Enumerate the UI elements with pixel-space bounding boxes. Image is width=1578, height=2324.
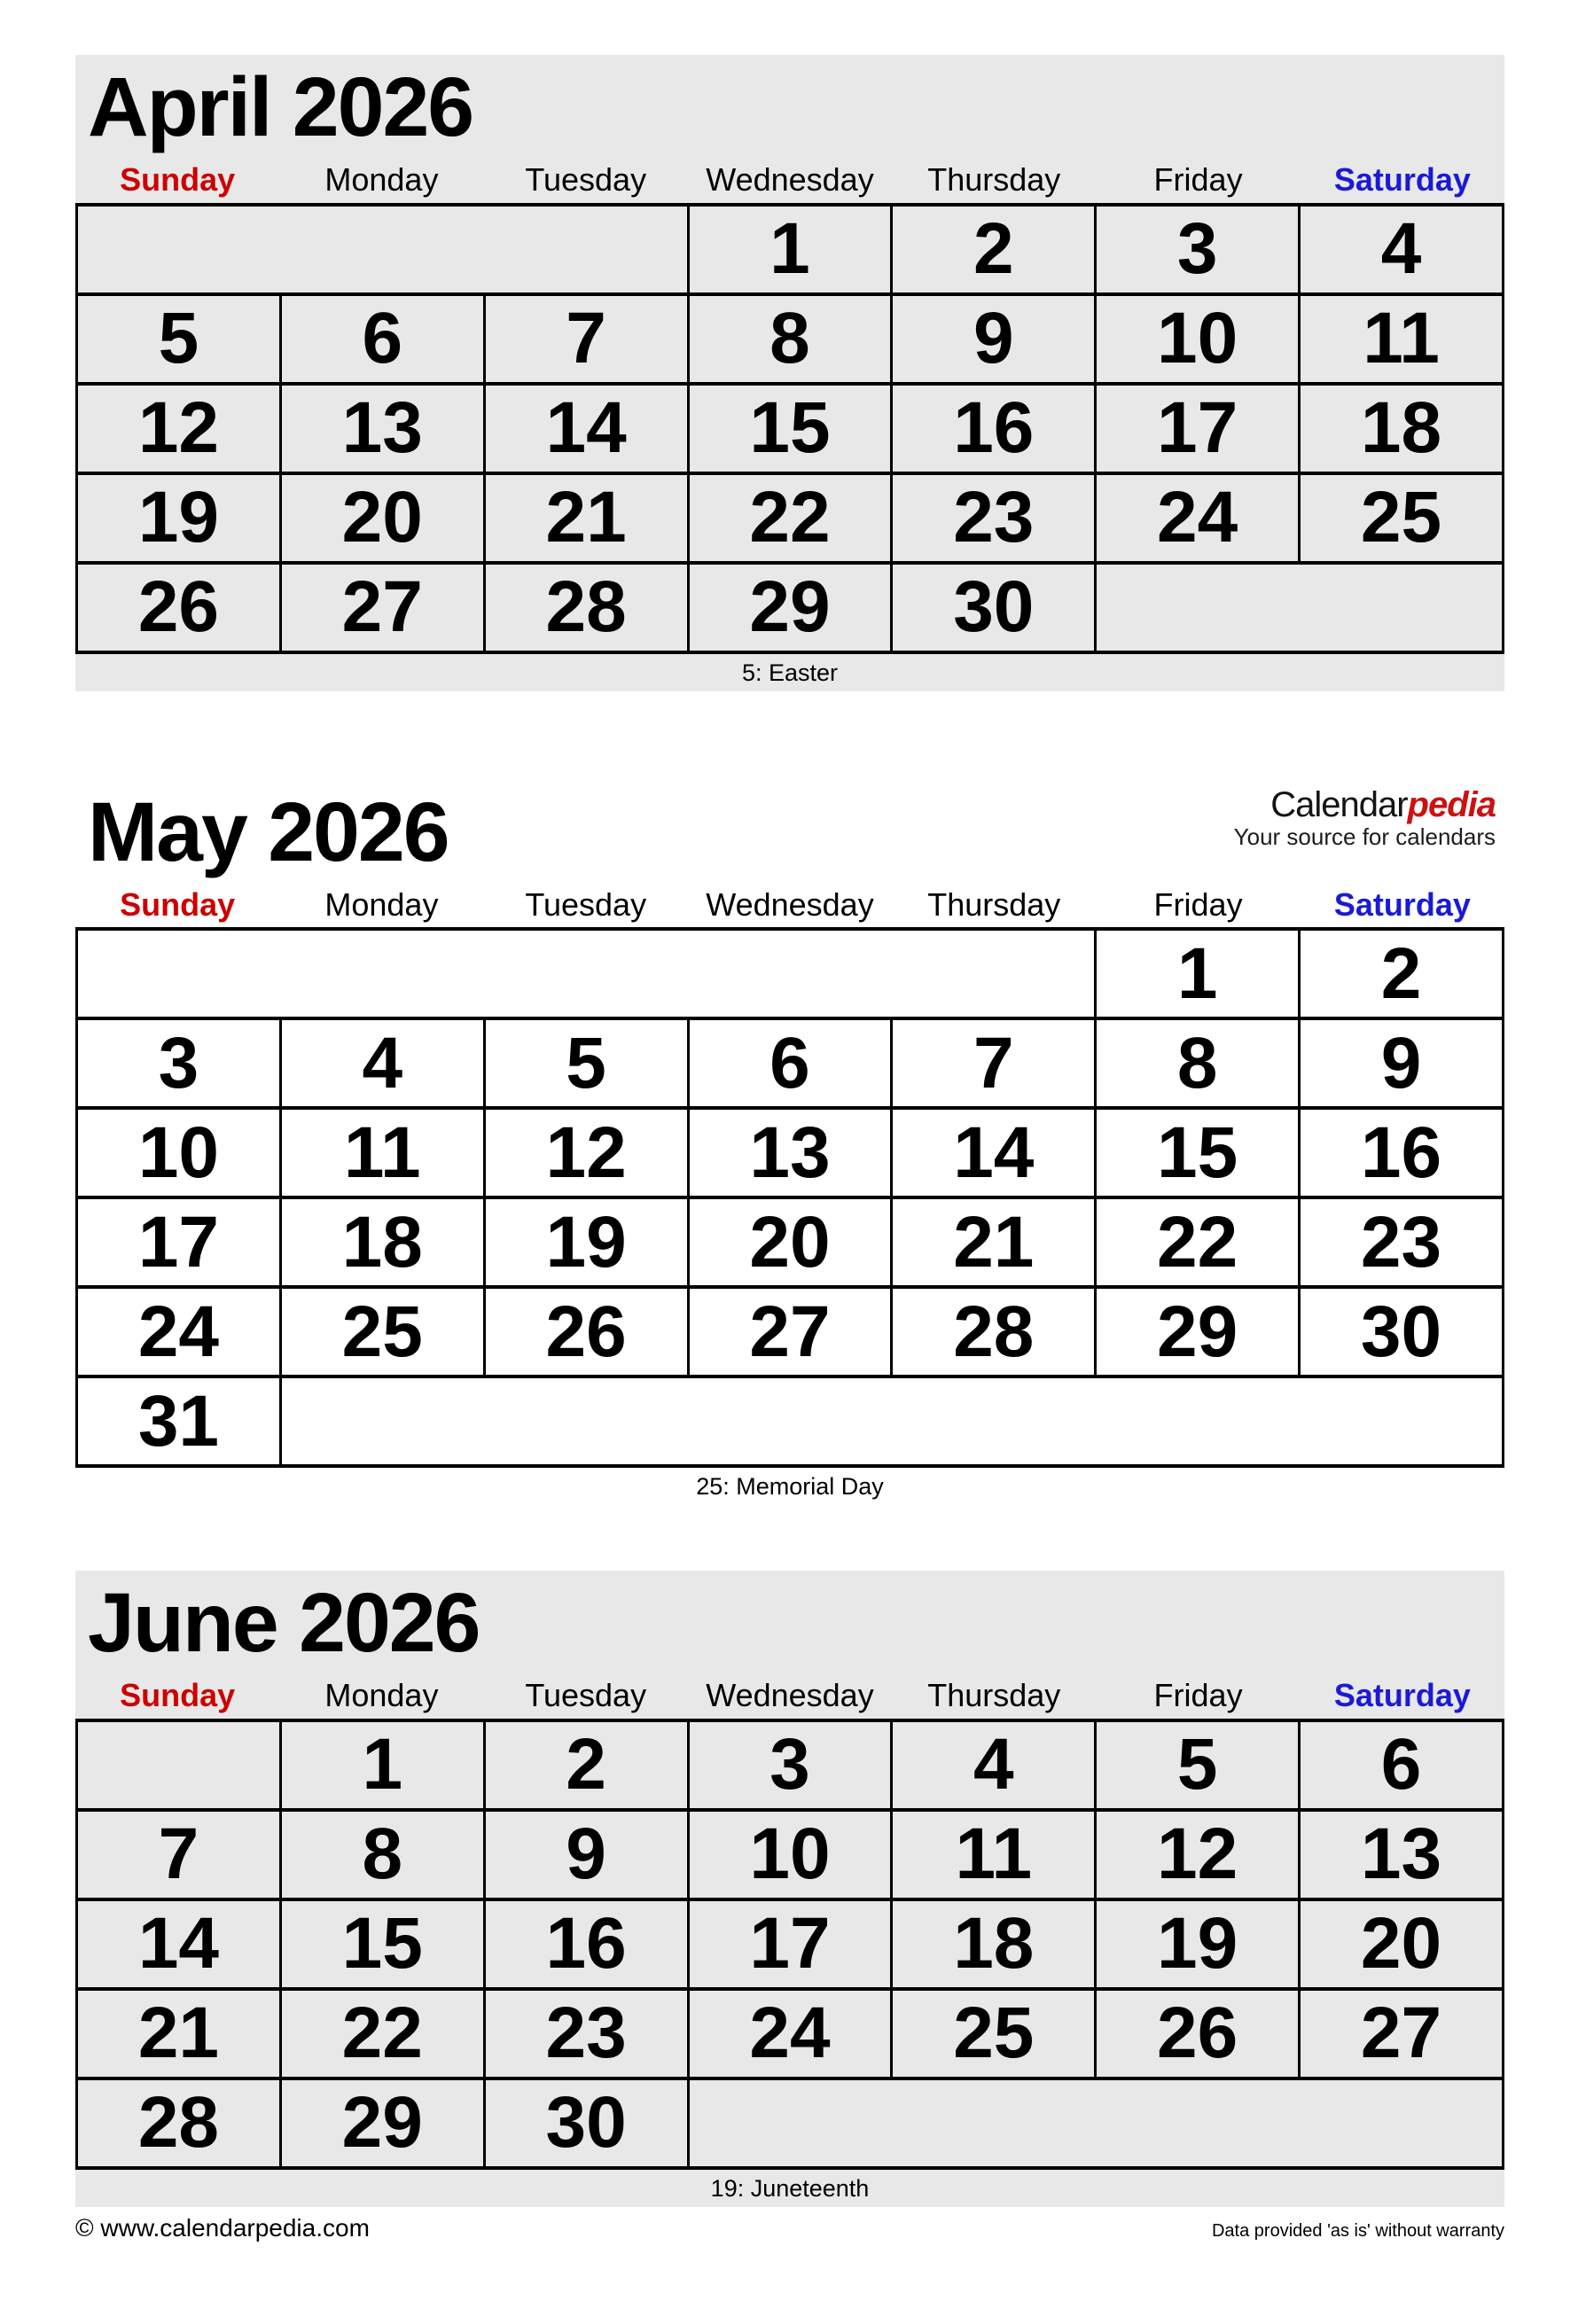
week-row xyxy=(77,1720,1504,1810)
empty-cell xyxy=(280,1376,1503,1466)
weekday-wednesday: Wednesday xyxy=(706,161,874,198)
week-row xyxy=(77,1899,1504,1989)
weekday-monday: Monday xyxy=(324,1677,439,1714)
day-cell: 29 xyxy=(280,2078,484,2168)
day-cell: 9 xyxy=(1300,1018,1504,1108)
day-cell: 24 xyxy=(688,1989,892,2078)
week-row xyxy=(77,2078,1504,2168)
weekday-thursday: Thursday xyxy=(927,1677,1061,1714)
day-cell: 9 xyxy=(484,1810,688,1899)
day-cell: 17 xyxy=(688,1899,892,1989)
week-row xyxy=(77,1197,1504,1287)
weekday-sunday: Sunday xyxy=(120,161,236,198)
logo-wordmark xyxy=(1234,784,1496,824)
weekday-thursday: Thursday xyxy=(927,161,1061,198)
day-cell: 4 xyxy=(892,1720,1096,1810)
day-cell: 22 xyxy=(280,1989,484,2078)
day-cell: 14 xyxy=(77,1899,281,1989)
day-cell: 8 xyxy=(1096,1018,1300,1108)
day-cell: 19 xyxy=(1096,1899,1300,1989)
day-cell: 4 xyxy=(1300,205,1504,294)
day-cell: 18 xyxy=(280,1197,484,1287)
weekday-monday: Monday xyxy=(324,885,439,923)
weekday-header xyxy=(75,1678,1504,1719)
day-cell: 6 xyxy=(1300,1720,1504,1810)
day-cell: 12 xyxy=(484,1108,688,1197)
day-cell: 27 xyxy=(1300,1989,1504,2078)
day-cell: 13 xyxy=(1300,1810,1504,1899)
day-cell: 7 xyxy=(484,294,688,384)
day-cell: 29 xyxy=(1096,1287,1300,1376)
weekday-tuesday: Tuesday xyxy=(525,885,647,923)
day-cell: 13 xyxy=(688,1108,892,1197)
day-cell: 25 xyxy=(892,1989,1096,2078)
day-cell: 21 xyxy=(77,1989,281,2078)
day-cell: 8 xyxy=(280,1810,484,1899)
day-cell: 6 xyxy=(280,294,484,384)
weekday-tuesday: Tuesday xyxy=(525,1677,647,1714)
day-cell: 12 xyxy=(1096,1810,1300,1899)
day-cell: 24 xyxy=(77,1287,281,1376)
day-cell: 1 xyxy=(688,205,892,294)
month-grid-april xyxy=(75,203,1504,654)
day-cell: 13 xyxy=(280,384,484,473)
day-cell: 25 xyxy=(280,1287,484,1376)
day-cell: 1 xyxy=(1096,929,1300,1018)
day-cell: 1 xyxy=(280,1720,484,1810)
day-cell: 14 xyxy=(892,1108,1096,1197)
day-cell: 5 xyxy=(1096,1720,1300,1810)
day-cell: 18 xyxy=(1300,384,1504,473)
day-cell: 3 xyxy=(1096,205,1300,294)
month-section-june xyxy=(75,1571,1504,2207)
day-cell: 3 xyxy=(77,1018,281,1108)
month-title-may: May 2026 xyxy=(88,784,449,879)
calendarpedia-logo[interactable] xyxy=(1233,784,1496,850)
week-row xyxy=(77,1376,1504,1466)
holiday-note-may: 25: Memorial Day xyxy=(696,1473,884,1501)
weekday-wednesday: Wednesday xyxy=(706,1677,874,1714)
day-cell: 20 xyxy=(1300,1899,1504,1989)
holiday-note-april: 5: Easter xyxy=(741,659,839,686)
weekday-tuesday: Tuesday xyxy=(525,161,647,198)
day-cell: 3 xyxy=(688,1720,892,1810)
day-cell: 23 xyxy=(892,473,1096,563)
empty-cell xyxy=(1096,563,1504,652)
day-cell: 27 xyxy=(280,563,484,652)
day-cell: 30 xyxy=(1300,1287,1504,1376)
holiday-note-june: 19: Juneteenth xyxy=(710,2174,870,2202)
day-cell: 26 xyxy=(77,563,281,652)
day-cell: 31 xyxy=(77,1376,281,1466)
day-cell: 7 xyxy=(892,1018,1096,1108)
day-cell: 11 xyxy=(280,1108,484,1197)
week-row xyxy=(77,205,1504,294)
weekday-wednesday: Wednesday xyxy=(706,885,874,923)
weekday-friday: Friday xyxy=(1153,885,1243,923)
week-row xyxy=(77,473,1504,563)
day-cell: 5 xyxy=(77,294,281,384)
day-cell: 16 xyxy=(484,1899,688,1989)
weekday-saturday: Saturday xyxy=(1333,161,1471,198)
week-row xyxy=(77,294,1504,384)
empty-cell xyxy=(77,205,689,294)
weekday-header xyxy=(75,162,1504,203)
month-title-june: June 2026 xyxy=(88,1576,480,1671)
day-cell: 12 xyxy=(77,384,281,473)
day-cell: 30 xyxy=(484,2078,688,2168)
day-cell: 22 xyxy=(688,473,892,563)
day-cell: 10 xyxy=(1096,294,1300,384)
month-title-april: April 2026 xyxy=(88,60,473,154)
month-section-may xyxy=(75,780,1504,1506)
logo-brand-suffix: pedia xyxy=(1407,784,1496,824)
day-cell: 15 xyxy=(1096,1108,1300,1197)
day-cell: 9 xyxy=(892,294,1096,384)
week-row xyxy=(77,384,1504,473)
weekday-sunday: Sunday xyxy=(120,885,236,923)
day-cell: 8 xyxy=(688,294,892,384)
weekday-header xyxy=(75,887,1504,928)
logo-tagline: Your source for calendars xyxy=(1233,823,1496,850)
day-cell: 6 xyxy=(688,1018,892,1108)
day-cell: 15 xyxy=(688,384,892,473)
week-row xyxy=(77,1108,1504,1197)
day-cell: 5 xyxy=(484,1018,688,1108)
month-grid-june xyxy=(75,1719,1504,2170)
day-cell: 25 xyxy=(1300,473,1504,563)
day-cell: 28 xyxy=(484,563,688,652)
empty-cell xyxy=(688,2078,1503,2168)
day-cell: 14 xyxy=(484,384,688,473)
day-cell: 10 xyxy=(688,1810,892,1899)
day-cell: 28 xyxy=(892,1287,1096,1376)
day-cell: 23 xyxy=(484,1989,688,2078)
day-cell: 4 xyxy=(280,1018,484,1108)
day-cell: 17 xyxy=(77,1197,281,1287)
week-row xyxy=(77,1810,1504,1899)
day-cell: 30 xyxy=(892,563,1096,652)
empty-cell xyxy=(77,1720,281,1810)
day-cell: 24 xyxy=(1096,473,1300,563)
day-cell: 17 xyxy=(1096,384,1300,473)
day-cell: 26 xyxy=(484,1287,688,1376)
weekday-friday: Friday xyxy=(1153,161,1243,198)
day-cell: 19 xyxy=(77,473,281,563)
day-cell: 19 xyxy=(484,1197,688,1287)
week-row xyxy=(77,1018,1504,1108)
day-cell: 22 xyxy=(1096,1197,1300,1287)
day-cell: 15 xyxy=(280,1899,484,1989)
footer-copyright-link[interactable]: © www.calendarpedia.com xyxy=(75,2213,370,2242)
day-cell: 2 xyxy=(892,205,1096,294)
day-cell: 16 xyxy=(1300,1108,1504,1197)
week-row xyxy=(77,563,1504,652)
day-cell: 27 xyxy=(688,1287,892,1376)
day-cell: 18 xyxy=(892,1899,1096,1989)
day-cell: 29 xyxy=(688,563,892,652)
weekday-saturday: Saturday xyxy=(1333,1677,1471,1714)
day-cell: 16 xyxy=(892,384,1096,473)
weekday-saturday: Saturday xyxy=(1333,885,1471,923)
month-grid-may xyxy=(75,927,1504,1468)
day-cell: 20 xyxy=(688,1197,892,1287)
week-row xyxy=(77,1989,1504,2078)
day-cell: 7 xyxy=(77,1810,281,1899)
day-cell: 10 xyxy=(77,1108,281,1197)
day-cell: 23 xyxy=(1300,1197,1504,1287)
day-cell: 11 xyxy=(1300,294,1504,384)
week-row xyxy=(77,1287,1504,1376)
empty-cell xyxy=(77,929,1096,1018)
day-cell: 28 xyxy=(77,2078,281,2168)
page-footer xyxy=(75,2214,1504,2242)
month-section-april xyxy=(75,55,1504,691)
weekday-monday: Monday xyxy=(324,161,439,198)
day-cell: 2 xyxy=(484,1720,688,1810)
weekday-sunday: Sunday xyxy=(120,1677,236,1714)
logo-brand-prefix: Calendar xyxy=(1270,784,1408,824)
week-row xyxy=(77,929,1504,1018)
day-cell: 21 xyxy=(484,473,688,563)
day-cell: 21 xyxy=(892,1197,1096,1287)
weekday-friday: Friday xyxy=(1153,1677,1243,1714)
footer-disclaimer: Data provided 'as is' without warranty xyxy=(1211,2220,1504,2241)
weekday-thursday: Thursday xyxy=(927,885,1061,923)
day-cell: 11 xyxy=(892,1810,1096,1899)
day-cell: 2 xyxy=(1300,929,1504,1018)
day-cell: 20 xyxy=(280,473,484,563)
day-cell: 26 xyxy=(1096,1989,1300,2078)
